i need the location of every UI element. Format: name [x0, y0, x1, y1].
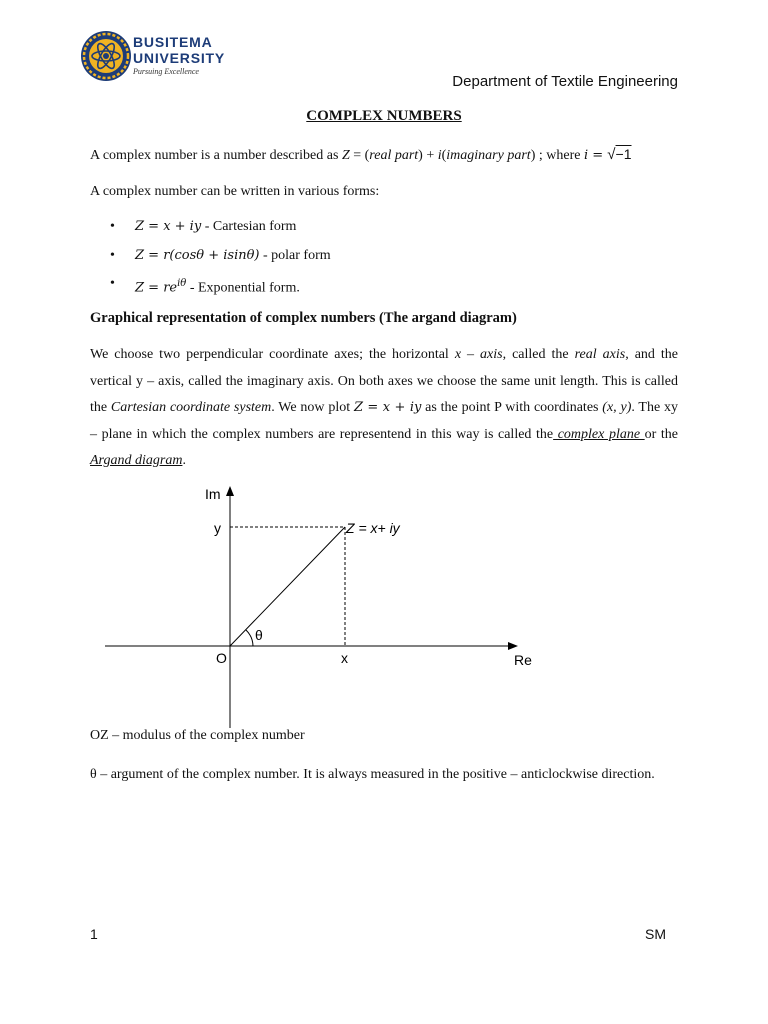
formula-real-part: real part — [369, 148, 419, 163]
body-text: . — [182, 453, 186, 468]
university-logo — [80, 28, 230, 84]
formula-i: i — [437, 148, 442, 163]
x-label: x — [341, 650, 348, 666]
real-axis-arrow-icon — [508, 642, 518, 650]
form-label: - Exponential form. — [186, 280, 300, 296]
real-axis-term: real axis — [574, 347, 626, 362]
formula-z: Z — [341, 148, 350, 163]
forms-list — [110, 217, 670, 303]
argument-definition: θ – argument of the complex number. It is always measured in the positive – anticlockwise direction. — [90, 767, 655, 782]
formula-eq: = ( — [349, 148, 370, 163]
origin-label: O — [216, 650, 227, 666]
form-expression: Z = r(cosθ + isinθ) — [135, 247, 260, 263]
intro-text: A complex number is a number described as — [90, 148, 339, 163]
body-text: , called the — [502, 347, 575, 362]
logo-name-line2: UNIVERSITY — [133, 50, 226, 66]
coords-term: (x, y) — [602, 400, 632, 415]
cartesian-term: Cartesian coordinate system — [110, 400, 272, 415]
y-label: y — [214, 520, 221, 536]
x-axis-term: x – axis — [454, 347, 503, 362]
formula-open: ( — [441, 148, 447, 163]
form-label: - polar form — [259, 247, 331, 263]
section-heading: Graphical representation of complex numbers (The argand diagram) — [90, 310, 517, 326]
body-text: , and the vertical y – axis, called the imaginary axis. On both axes we choose the same unit length. This is called the — [90, 347, 679, 415]
logo-name-line1: BUSITEMA — [133, 34, 213, 50]
formula-mid: ) + — [418, 148, 438, 163]
plot-expression: Z = x + iy — [353, 400, 422, 415]
form-expression: Z = re — [135, 280, 178, 296]
page-number: 1 — [90, 926, 98, 942]
page-title: COMPLEX NUMBERS — [306, 108, 462, 124]
author-initials: SM — [645, 926, 666, 942]
im-label: Im — [205, 486, 221, 502]
body-paragraph — [90, 342, 678, 475]
sqrt-sign: √ — [607, 146, 616, 163]
form-expression: Z = x + iy — [135, 219, 202, 234]
formula-close: ) — [530, 148, 536, 163]
i-definition-lhs: i — [583, 148, 589, 163]
imaginary-axis-arrow-icon — [226, 486, 234, 496]
list-item — [110, 217, 670, 246]
argand-term: Argand diagram — [90, 453, 183, 468]
form-label: - Cartesian form — [201, 219, 297, 234]
body-text: We choose two perpendicular coordinate axes; the horizontal — [90, 347, 455, 362]
modulus-line — [230, 527, 345, 646]
i-definition-eq: = — [588, 148, 608, 163]
body-text: as the point P with coordinates — [421, 400, 603, 415]
theta-label: θ — [255, 627, 263, 643]
sqrt-value: −1 — [615, 146, 632, 162]
formula-imaginary-part: imaginary part — [446, 148, 531, 163]
re-label: Re — [514, 652, 532, 668]
atom-emblem-icon — [80, 28, 132, 84]
argand-diagram — [100, 480, 550, 730]
body-text: or the — [644, 426, 679, 442]
intro-paragraph — [90, 145, 678, 165]
form-superscript: iθ — [177, 278, 187, 289]
body-text: . We now plot — [271, 400, 354, 415]
body-text: . The xy – plane in which the complex numbers are representend in this way is called the — [90, 400, 679, 442]
complex-plane-term: complex plane — [553, 426, 645, 442]
list-item — [110, 246, 670, 275]
list-item — [110, 274, 670, 303]
forms-intro: A complex number can be written in various forms: — [90, 184, 380, 199]
angle-arc — [246, 630, 253, 646]
modulus-definition: OZ – modulus of the complex number — [90, 728, 305, 743]
where-text: ; where — [535, 148, 584, 163]
point-z-label: Z = x+ iy — [346, 520, 400, 536]
logo-tagline: Pursuing Excellence — [133, 67, 199, 76]
department-header: Department of Textile Engineering — [452, 73, 678, 90]
